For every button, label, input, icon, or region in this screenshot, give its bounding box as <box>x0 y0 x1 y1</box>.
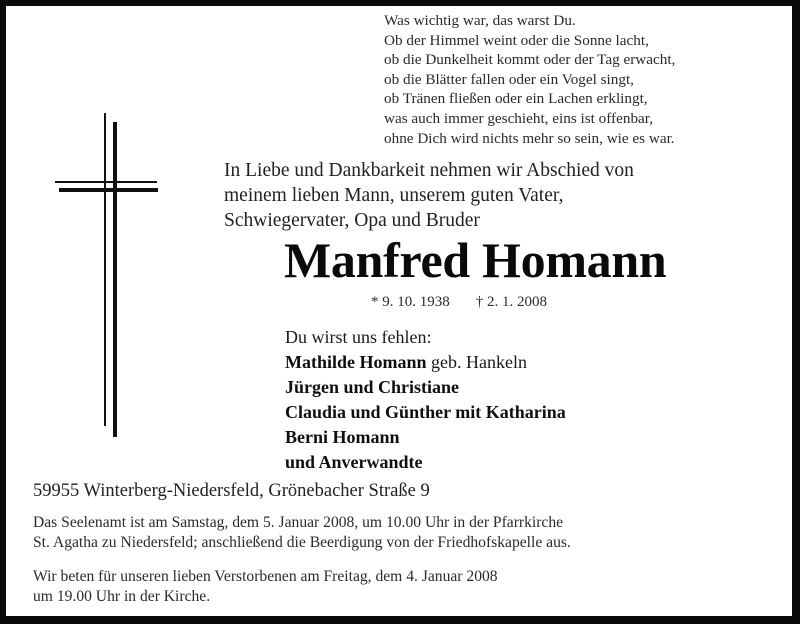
poem-line: ob Tränen fließen oder ein Lachen erklingt, <box>384 90 648 108</box>
poem-line: Ob der Himmel weint oder die Sonne lacht, <box>384 31 649 49</box>
poem <box>384 11 675 148</box>
mourner-name: und Anverwandte <box>285 452 423 472</box>
poem-line: Was wichtig war, das warst Du. <box>384 12 576 29</box>
prayer-line: um 19.00 Uhr in der Kirche. <box>33 588 211 605</box>
life-dates <box>371 292 547 312</box>
poem-line: ob die Dunkelheit kommt oder der Tag erwacht, <box>384 51 676 69</box>
mourners-heading: Du wirst uns fehlen: <box>285 327 432 347</box>
intro-line: Schwiegervater, Opa und Bruder <box>224 210 480 231</box>
intro-line: In Liebe und Dankbarkeit nehmen wir Abschied von <box>224 160 634 181</box>
prayer-line: Wir beten für unseren lieben Verstorbenen am Freitag, dem 4. Januar 2008 <box>33 568 498 585</box>
mourner-name: Mathilde Homann <box>285 352 427 372</box>
mourner-entry <box>285 400 566 425</box>
prayer-info <box>33 567 498 607</box>
mourner-name: Berni Homann <box>285 427 400 447</box>
poem-line: was auch immer geschieht, eins ist offenbar, <box>384 109 654 127</box>
service-line: Das Seelenamt ist am Samstag, dem 5. Januar 2008, um 10.00 Uhr in der Pfarrkirche <box>33 514 564 531</box>
mourner-name: Jürgen und Christiane <box>285 377 460 397</box>
farewell-intro <box>224 158 634 233</box>
service-line: St. Agatha zu Niedersfeld; anschließend die Beerdigung von der Friedhofskapelle aus. <box>33 534 571 551</box>
family-address: 59955 Winterberg-Niedersfeld, Grönebacher Straße 9 <box>33 481 430 501</box>
mourners-list <box>285 325 566 475</box>
mourner-entry <box>285 450 566 475</box>
mourner-entry <box>285 425 566 450</box>
deceased-name: Manfred Homann <box>284 232 667 288</box>
death-date: † 2. 1. 2008 <box>475 294 547 310</box>
birth-date: * 9. 10. 1938 <box>371 294 450 310</box>
intro-line: meinem lieben Mann, unserem guten Vater, <box>224 185 564 206</box>
mourner-entry <box>285 350 566 375</box>
poem-line: ohne Dich wird nichts mehr so sein, wie es war. <box>384 129 675 147</box>
poem-line: ob die Blätter fallen oder ein Vogel singt, <box>384 70 634 88</box>
mourner-note: geb. Hankeln <box>426 352 527 372</box>
mourner-name: Claudia und Günther mit Katharina <box>285 402 566 422</box>
service-info <box>33 513 571 553</box>
mourner-entry <box>285 375 566 400</box>
